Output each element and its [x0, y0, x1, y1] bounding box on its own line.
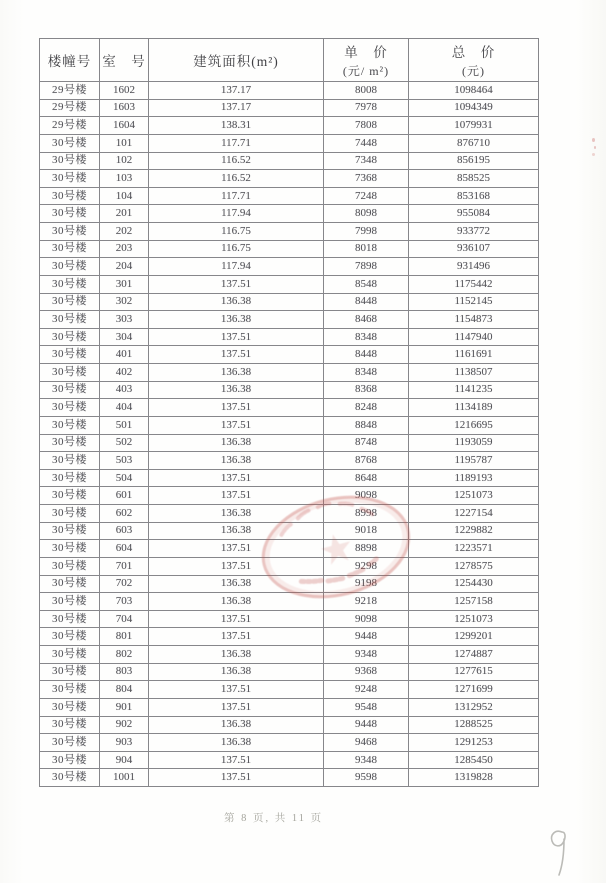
cell-total-price: 1229882: [409, 522, 539, 540]
cell-unit-price: 8448: [324, 293, 409, 311]
handwritten-mark: [546, 826, 572, 878]
cell-area: 138.31: [149, 117, 324, 135]
cell-room: 302: [100, 293, 149, 311]
cell-building: 29号楼: [40, 99, 100, 117]
cell-room: 102: [100, 152, 149, 170]
table-row: [40, 258, 539, 276]
table-row: [40, 293, 539, 311]
cell-total-price: 1278575: [409, 557, 539, 575]
cell-total-price: 1216695: [409, 416, 539, 434]
cell-room: 1604: [100, 117, 149, 135]
cell-area: 136.38: [149, 311, 324, 329]
cell-total-price: 1175442: [409, 275, 539, 293]
cell-room: 902: [100, 716, 149, 734]
cell-area: 117.71: [149, 187, 324, 205]
table-row: [40, 399, 539, 417]
cell-building: 30号楼: [40, 469, 100, 487]
cell-area: 136.38: [149, 593, 324, 611]
cell-unit-price: 9098: [324, 487, 409, 505]
cell-total-price: 1251073: [409, 610, 539, 628]
cell-area: 136.38: [149, 452, 324, 470]
cell-unit-price: 9348: [324, 751, 409, 769]
cell-unit-price: 8008: [324, 82, 409, 100]
cell-area: 137.51: [149, 416, 324, 434]
cell-unit-price: 8548: [324, 275, 409, 293]
cell-building: 30号楼: [40, 170, 100, 188]
cell-unit-price: 9448: [324, 628, 409, 646]
cell-total-price: 936107: [409, 240, 539, 258]
cell-building: 30号楼: [40, 134, 100, 152]
cell-total-price: 1312952: [409, 698, 539, 716]
table-row: [40, 628, 539, 646]
table-row: [40, 663, 539, 681]
cell-unit-price: 7808: [324, 117, 409, 135]
cell-building: 30号楼: [40, 557, 100, 575]
cell-area: 117.94: [149, 205, 324, 223]
cell-building: 30号楼: [40, 152, 100, 170]
table-row: [40, 311, 539, 329]
cell-building: 30号楼: [40, 505, 100, 523]
table-row: [40, 593, 539, 611]
table-row: [40, 223, 539, 241]
cell-area: 137.51: [149, 275, 324, 293]
cell-room: 903: [100, 734, 149, 752]
table-row: [40, 99, 539, 117]
table-row: [40, 240, 539, 258]
cell-room: 103: [100, 170, 149, 188]
cell-unit-price: 9368: [324, 663, 409, 681]
cell-building: 29号楼: [40, 117, 100, 135]
cell-room: 402: [100, 364, 149, 382]
cell-unit-price: 8448: [324, 346, 409, 364]
table-row: [40, 751, 539, 769]
table-row: [40, 205, 539, 223]
cell-area: 136.38: [149, 663, 324, 681]
cell-unit-price: 9248: [324, 681, 409, 699]
cell-building: 30号楼: [40, 258, 100, 276]
cell-building: 30号楼: [40, 681, 100, 699]
cell-unit-price: 8748: [324, 434, 409, 452]
cell-area: 137.51: [149, 769, 324, 787]
table-row: [40, 187, 539, 205]
cell-building: 30号楼: [40, 223, 100, 241]
table-row: [40, 540, 539, 558]
cell-total-price: 1098464: [409, 82, 539, 100]
cell-room: 202: [100, 223, 149, 241]
cell-area: 137.51: [149, 557, 324, 575]
cell-unit-price: 9218: [324, 593, 409, 611]
cell-unit-price: 9598: [324, 769, 409, 787]
price-table: [39, 38, 539, 787]
cell-total-price: 1274887: [409, 646, 539, 664]
table-row: [40, 575, 539, 593]
cell-total-price: 1257158: [409, 593, 539, 611]
cell-building: 29号楼: [40, 82, 100, 100]
cell-room: 904: [100, 751, 149, 769]
cell-area: 136.38: [149, 293, 324, 311]
cell-building: 30号楼: [40, 716, 100, 734]
table-row: [40, 646, 539, 664]
column-header-room: [100, 39, 149, 82]
cell-total-price: 1195787: [409, 452, 539, 470]
table-row: [40, 434, 539, 452]
cell-unit-price: 7978: [324, 99, 409, 117]
cell-unit-price: 8998: [324, 505, 409, 523]
cell-room: 702: [100, 575, 149, 593]
column-header-total-price-unit: (元): [462, 64, 485, 78]
cell-area: 137.17: [149, 82, 324, 100]
cell-unit-price: 7348: [324, 152, 409, 170]
cell-area: 137.51: [149, 540, 324, 558]
cell-room: 204: [100, 258, 149, 276]
cell-area: 136.38: [149, 646, 324, 664]
cell-area: 137.51: [149, 328, 324, 346]
cell-unit-price: 8018: [324, 240, 409, 258]
cell-room: 1001: [100, 769, 149, 787]
cell-building: 30号楼: [40, 646, 100, 664]
cell-total-price: 931496: [409, 258, 539, 276]
cell-building: 30号楼: [40, 275, 100, 293]
cell-total-price: 955084: [409, 205, 539, 223]
cell-unit-price: 8468: [324, 311, 409, 329]
cell-area: 137.51: [149, 610, 324, 628]
cell-total-price: 1227154: [409, 505, 539, 523]
cell-building: 30号楼: [40, 593, 100, 611]
cell-total-price: 876710: [409, 134, 539, 152]
cell-room: 504: [100, 469, 149, 487]
cell-area: 136.38: [149, 364, 324, 382]
table-row: [40, 152, 539, 170]
table-row: [40, 698, 539, 716]
cell-unit-price: 8648: [324, 469, 409, 487]
cell-unit-price: 9298: [324, 557, 409, 575]
column-header-unit-price: [324, 39, 409, 82]
cell-total-price: 1079931: [409, 117, 539, 135]
cell-building: 30号楼: [40, 434, 100, 452]
table-row: [40, 469, 539, 487]
column-header-room-label: 室 号: [102, 54, 146, 69]
cell-unit-price: 9348: [324, 646, 409, 664]
cell-total-price: 1138507: [409, 364, 539, 382]
cell-area: 137.51: [149, 751, 324, 769]
scan-speck: [592, 138, 595, 142]
cell-room: 801: [100, 628, 149, 646]
cell-total-price: 1147940: [409, 328, 539, 346]
cell-total-price: 1193059: [409, 434, 539, 452]
scan-speck: [592, 153, 595, 156]
cell-area: 137.51: [149, 399, 324, 417]
cell-room: 1602: [100, 82, 149, 100]
cell-room: 303: [100, 311, 149, 329]
cell-building: 30号楼: [40, 698, 100, 716]
cell-total-price: 1223571: [409, 540, 539, 558]
cell-room: 804: [100, 681, 149, 699]
table-row: [40, 364, 539, 382]
cell-building: 30号楼: [40, 328, 100, 346]
cell-area: 136.38: [149, 734, 324, 752]
cell-total-price: 1189193: [409, 469, 539, 487]
cell-unit-price: 8098: [324, 205, 409, 223]
cell-area: 136.38: [149, 434, 324, 452]
table-row: [40, 381, 539, 399]
cell-unit-price: 9448: [324, 716, 409, 734]
cell-total-price: 856195: [409, 152, 539, 170]
table-row: [40, 557, 539, 575]
cell-room: 701: [100, 557, 149, 575]
cell-building: 30号楼: [40, 187, 100, 205]
cell-total-price: 1134189: [409, 399, 539, 417]
cell-room: 803: [100, 663, 149, 681]
cell-unit-price: 9468: [324, 734, 409, 752]
table-row: [40, 328, 539, 346]
column-header-unit-price-unit: (元/ m²): [342, 64, 390, 78]
cell-area: 116.75: [149, 223, 324, 241]
header-row: [40, 39, 539, 82]
cell-area: 117.94: [149, 258, 324, 276]
table-row: [40, 134, 539, 152]
page-footer: 第 8 页, 共 11 页: [224, 813, 324, 824]
cell-unit-price: 9198: [324, 575, 409, 593]
cell-area: 137.51: [149, 698, 324, 716]
column-header-total-price-label: 总 价: [451, 45, 496, 60]
cell-room: 604: [100, 540, 149, 558]
cell-total-price: 1277615: [409, 663, 539, 681]
cell-total-price: 858525: [409, 170, 539, 188]
table-row: [40, 522, 539, 540]
cell-building: 30号楼: [40, 346, 100, 364]
column-header-building-label: 楼幢号: [47, 54, 92, 69]
cell-total-price: 1271699: [409, 681, 539, 699]
table-row: [40, 275, 539, 293]
cell-room: 104: [100, 187, 149, 205]
cell-total-price: 1291253: [409, 734, 539, 752]
cell-room: 101: [100, 134, 149, 152]
cell-building: 30号楼: [40, 769, 100, 787]
table-row: [40, 487, 539, 505]
cell-area: 136.38: [149, 522, 324, 540]
cell-building: 30号楼: [40, 381, 100, 399]
table-row: [40, 346, 539, 364]
cell-room: 502: [100, 434, 149, 452]
cell-area: 116.52: [149, 152, 324, 170]
cell-area: 137.51: [149, 469, 324, 487]
cell-area: 117.71: [149, 134, 324, 152]
cell-building: 30号楼: [40, 663, 100, 681]
table-row: [40, 734, 539, 752]
column-header-total-price: [409, 39, 539, 82]
cell-total-price: 1161691: [409, 346, 539, 364]
table-row: [40, 170, 539, 188]
cell-room: 403: [100, 381, 149, 399]
cell-area: 137.51: [149, 628, 324, 646]
cell-building: 30号楼: [40, 522, 100, 540]
cell-total-price: 1094349: [409, 99, 539, 117]
cell-room: 203: [100, 240, 149, 258]
cell-unit-price: 7248: [324, 187, 409, 205]
cell-unit-price: 7998: [324, 223, 409, 241]
cell-total-price: 1251073: [409, 487, 539, 505]
cell-area: 116.52: [149, 170, 324, 188]
cell-area: 136.38: [149, 505, 324, 523]
cell-area: 137.51: [149, 487, 324, 505]
table-body: [40, 82, 539, 787]
cell-unit-price: 8348: [324, 328, 409, 346]
cell-room: 704: [100, 610, 149, 628]
table-row: [40, 716, 539, 734]
cell-unit-price: 8848: [324, 416, 409, 434]
cell-unit-price: 7898: [324, 258, 409, 276]
cell-total-price: 933772: [409, 223, 539, 241]
cell-building: 30号楼: [40, 540, 100, 558]
cell-unit-price: 9018: [324, 522, 409, 540]
cell-unit-price: 8768: [324, 452, 409, 470]
cell-total-price: 1285450: [409, 751, 539, 769]
cell-building: 30号楼: [40, 610, 100, 628]
cell-building: 30号楼: [40, 399, 100, 417]
table-header: [40, 39, 539, 82]
cell-room: 401: [100, 346, 149, 364]
cell-room: 1603: [100, 99, 149, 117]
cell-unit-price: 9098: [324, 610, 409, 628]
cell-building: 30号楼: [40, 293, 100, 311]
cell-room: 901: [100, 698, 149, 716]
cell-building: 30号楼: [40, 205, 100, 223]
table-row: [40, 610, 539, 628]
scan-speck: [594, 146, 596, 149]
table-row: [40, 681, 539, 699]
cell-unit-price: 8368: [324, 381, 409, 399]
cell-building: 30号楼: [40, 487, 100, 505]
table-row: [40, 769, 539, 787]
cell-room: 301: [100, 275, 149, 293]
cell-total-price: 1288525: [409, 716, 539, 734]
table-row: [40, 452, 539, 470]
cell-area: 116.75: [149, 240, 324, 258]
cell-area: 136.38: [149, 575, 324, 593]
cell-building: 30号楼: [40, 751, 100, 769]
table-row: [40, 416, 539, 434]
cell-room: 201: [100, 205, 149, 223]
cell-total-price: 1154873: [409, 311, 539, 329]
cell-total-price: 1152145: [409, 293, 539, 311]
cell-room: 404: [100, 399, 149, 417]
cell-room: 304: [100, 328, 149, 346]
cell-building: 30号楼: [40, 628, 100, 646]
cell-total-price: 1299201: [409, 628, 539, 646]
table-row: [40, 117, 539, 135]
cell-unit-price: 8348: [324, 364, 409, 382]
cell-building: 30号楼: [40, 416, 100, 434]
cell-unit-price: 8898: [324, 540, 409, 558]
cell-building: 30号楼: [40, 311, 100, 329]
cell-room: 603: [100, 522, 149, 540]
cell-unit-price: 7368: [324, 170, 409, 188]
cell-building: 30号楼: [40, 240, 100, 258]
cell-room: 703: [100, 593, 149, 611]
column-header-unit-price-label: 单 价: [344, 45, 388, 60]
cell-total-price: 1319828: [409, 769, 539, 787]
cell-area: 136.38: [149, 716, 324, 734]
table-row: [40, 505, 539, 523]
cell-room: 802: [100, 646, 149, 664]
cell-building: 30号楼: [40, 364, 100, 382]
table-row: [40, 82, 539, 100]
cell-building: 30号楼: [40, 575, 100, 593]
cell-total-price: 853168: [409, 187, 539, 205]
column-header-area: [149, 39, 324, 82]
cell-room: 501: [100, 416, 149, 434]
cell-room: 601: [100, 487, 149, 505]
cell-room: 503: [100, 452, 149, 470]
cell-area: 137.17: [149, 99, 324, 117]
cell-area: 137.51: [149, 681, 324, 699]
column-header-area-label: 建筑面积(m²): [193, 54, 279, 69]
cell-room: 602: [100, 505, 149, 523]
cell-building: 30号楼: [40, 734, 100, 752]
cell-unit-price: 9548: [324, 698, 409, 716]
cell-total-price: 1141235: [409, 381, 539, 399]
cell-building: 30号楼: [40, 452, 100, 470]
cell-unit-price: 7448: [324, 134, 409, 152]
cell-area: 137.51: [149, 346, 324, 364]
column-header-building: [40, 39, 100, 82]
cell-total-price: 1254430: [409, 575, 539, 593]
cell-area: 136.38: [149, 381, 324, 399]
cell-unit-price: 8248: [324, 399, 409, 417]
